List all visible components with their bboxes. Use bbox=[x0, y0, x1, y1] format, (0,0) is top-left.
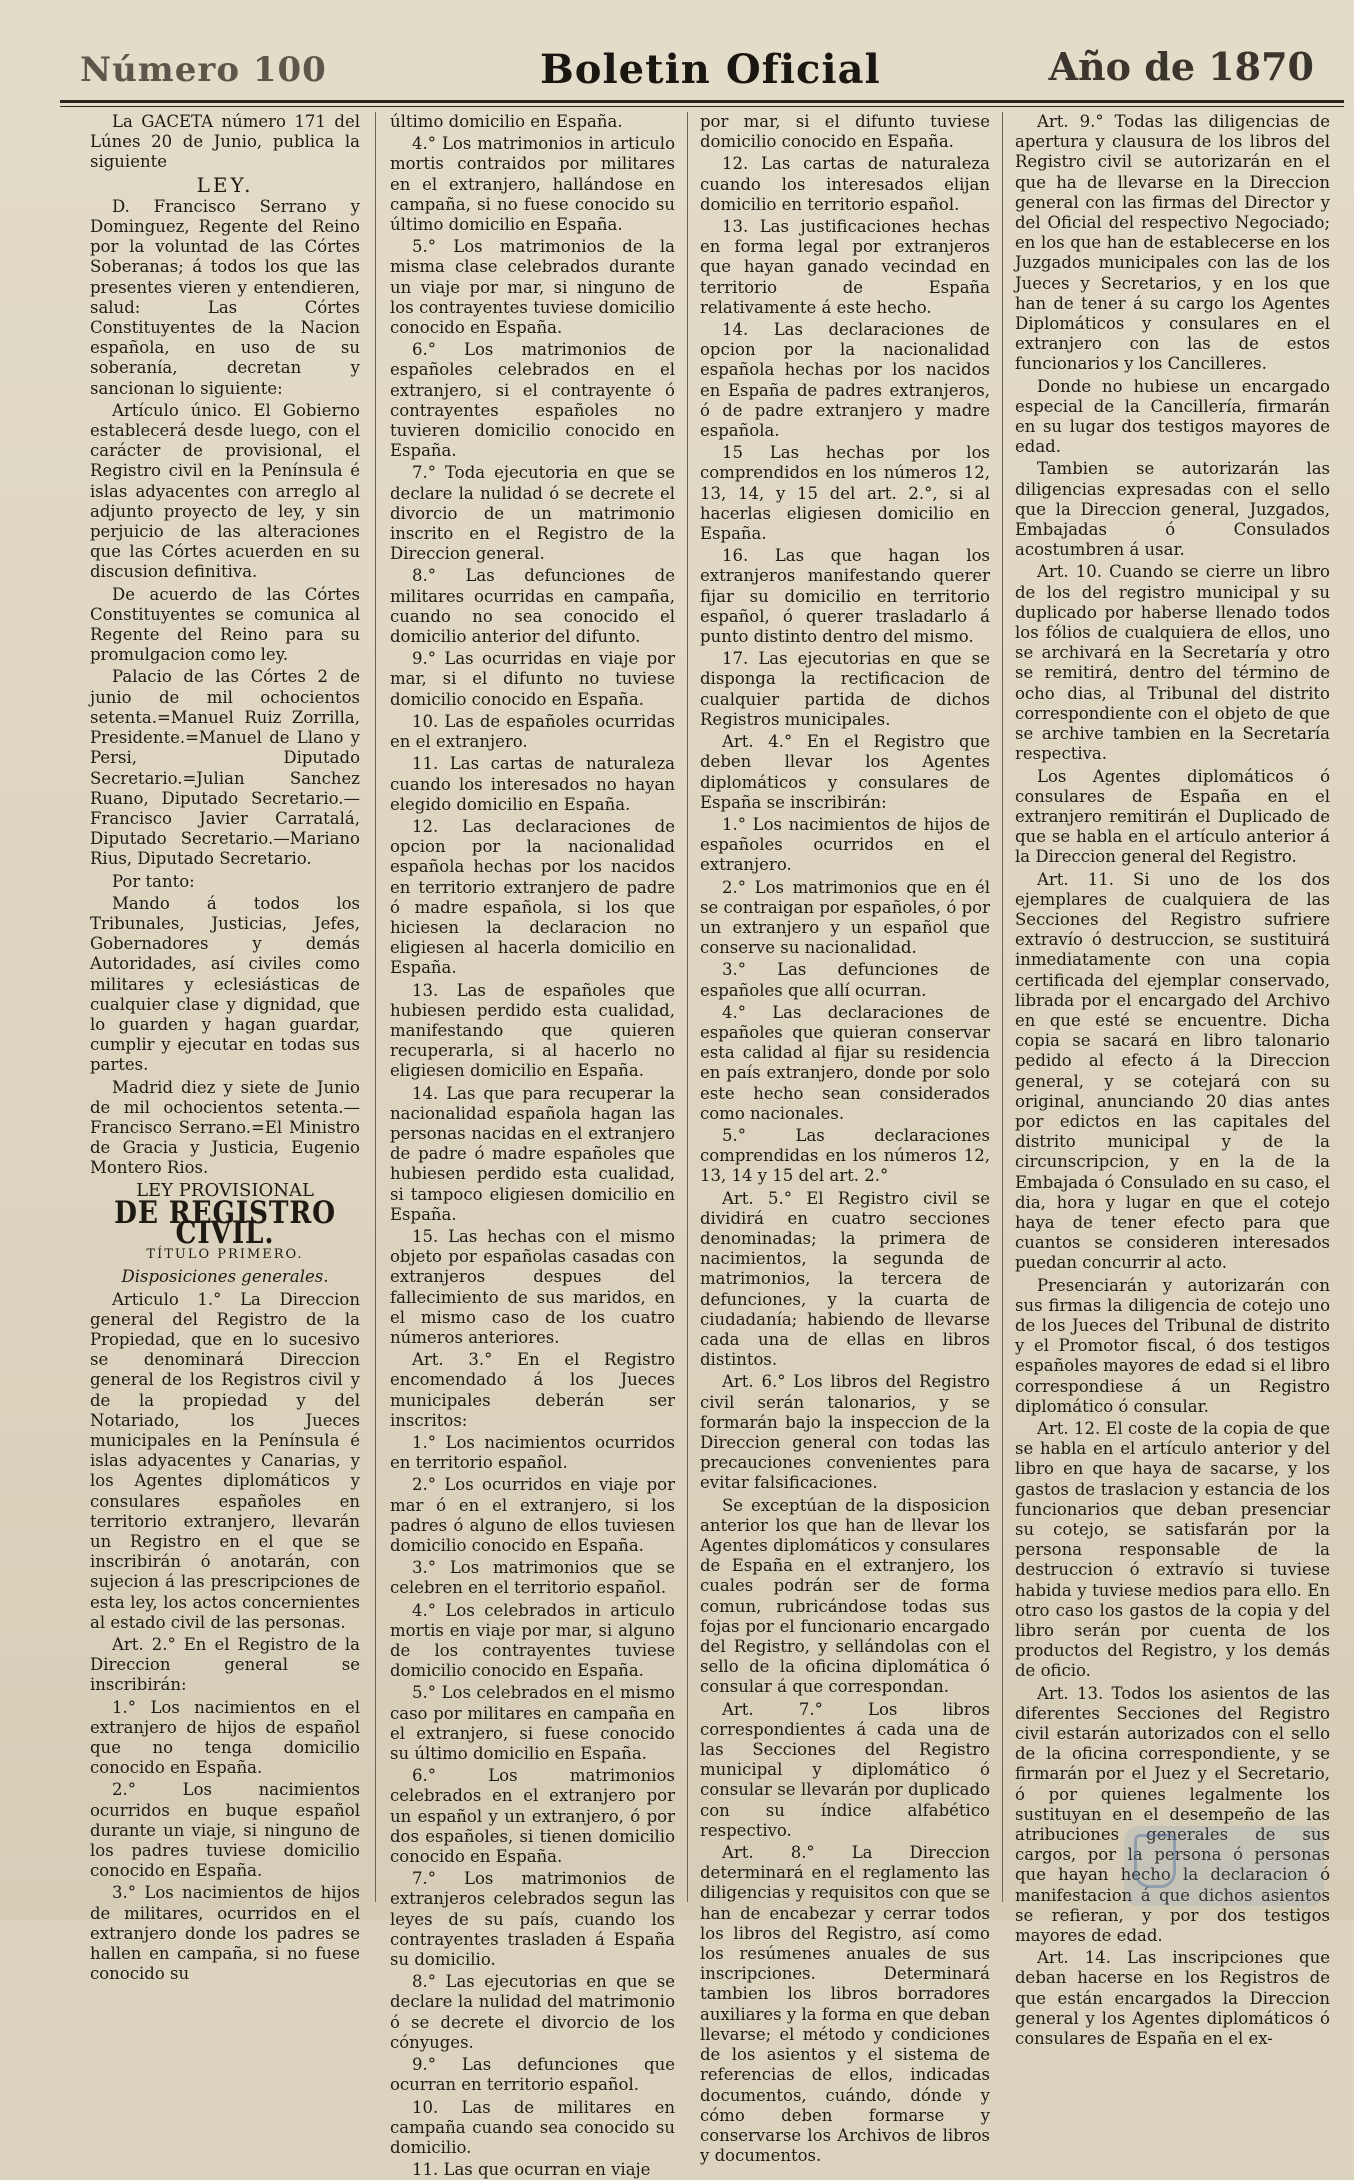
paragraph: 4.° Las declaraciones de españoles que quieran conservar esta calidad al fijar su residencia en país extranjero, donde por solo este hecho sean considerados como nacionales. bbox=[700, 1002, 990, 1123]
intro-paragraph: La GACETA número 171 del Lúnes 20 de Junio, publica la siguiente bbox=[90, 112, 360, 172]
shield-icon bbox=[1134, 1834, 1176, 1888]
column-2 bbox=[390, 112, 675, 2180]
column-1 bbox=[90, 112, 360, 1984]
paragraph: 9.° Las defunciones que ocurran en territorio español. bbox=[390, 2055, 675, 2095]
subheading: Disposiciones generales. bbox=[121, 1267, 329, 1287]
paragraph: Por tanto: bbox=[112, 871, 195, 891]
paragraph: 6.° Los matrimonios de españoles celebrados en el extranjero, si el contrayente ó contrayentes españoles no tuvieren domicilio conocido en España. bbox=[390, 340, 675, 461]
masthead bbox=[70, 30, 1334, 108]
section-heading-registro-civil: DE REGISTRO CIVIL. bbox=[114, 1194, 336, 1251]
paragraph: 9.° Las ocurridas en viaje por mar, si el difunto no tuviese domicilio conocido en España. bbox=[390, 649, 675, 709]
section-heading-provisional: LEY PROVISIONAL bbox=[136, 1179, 314, 1201]
paragraph: Los Agentes diplomáticos ó consulares de España en el extranjero remitirán el Duplicado de que se habla en el artículo anterior á la Direccion general del Registro. bbox=[1015, 766, 1330, 867]
issue-number: Número 100 bbox=[80, 50, 327, 90]
paragraph: Art. 5.° El Registro civil se dividirá en cuatro secciones denominadas; la primera de nacimientos, la segunda de matrimonios, la tercera de defunciones, y la cuarta de ciudadanía; habiendo de llevarse cada una de ellas en libros distintos. bbox=[700, 1188, 990, 1370]
paragraph: 2.° Los matrimonios que en él se contraigan por españoles, ó por un extranjero y un español que conserve su nacionalidad. bbox=[700, 877, 990, 958]
library-stamp-watermark bbox=[1124, 1826, 1324, 1906]
column-divider bbox=[1002, 112, 1003, 1902]
paragraph: 15 Las hechas por los comprendidos en los números 12, 13, 14, y 15 del art. 2.°, si al hacerlas eligiesen domicilio en España. bbox=[700, 443, 990, 544]
paragraph: Mando á todos los Tribunales, Justicias, Jefes, Gobernadores y demás Autoridades, así civiles como militares y eclesiásticas de cualquier clase y dignidad, que lo guarden y hagan guardar, cumplir y ejecutar en todas sus partes. bbox=[90, 893, 360, 1075]
paragraph: 10. Las de españoles ocurridas en el extranjero. bbox=[390, 711, 675, 752]
paragraph: Art. 14. Las inscripciones que deban hacerse en los Registros de que están encargados la Direccion general y los Agentes diplomáticos ó consulares de España en el ex- bbox=[1015, 1948, 1330, 2049]
paragraph: Art. 3.° En el Registro encomendado á los Jueces municipales deberán ser inscritos: bbox=[390, 1350, 675, 1430]
paragraph: Art. 12. El coste de la copia de que se habla en el artículo anterior y del libro en que haya de sacarse, y los gastos de traslacion y estancia de los funcionarios que deban presenciar su cotejo, se satisfarán por la persona responsable de la destruccion ó extravío si tuviese habida y tuviese medios para ello. En otro caso los gastos de la copia y del libro serán por cuenta de los productos del Registro, y los demás de oficio. bbox=[1015, 1419, 1330, 1681]
paragraph: 15. Las hechas con el mismo objeto por españolas casadas con extranjeros despues del fallecimiento de sus maridos, en el mismo caso de los cuatro números anteriores. bbox=[390, 1226, 675, 1347]
paragraph: 12. Las declaraciones de opcion por la nacionalidad española hechas por los nacidos en territorio extranjero de padre ó madre española, si los que hiciesen la declaracion no eligiesen al hacerla domicilio en España. bbox=[390, 816, 675, 978]
paragraph: 8.° Las defunciones de militares ocurridas en campaña, cuando no sea conocido el domicilio anterior del difunto. bbox=[390, 566, 675, 647]
paragraph: 7.° Toda ejecutoria en que se declare la nulidad ó se decrete el divorcio de un matrimonio inscrito en el Registro de la Direccion general. bbox=[390, 463, 675, 564]
paragraph: Madrid diez y siete de Junio de mil ochocientos setenta.—Francisco Serrano.=El Ministro de Gracia y Justicia, Eugenio Montero Rios. bbox=[90, 1077, 360, 1178]
paragraph: 10. Las de militares en campaña cuando sea conocido su domicilio. bbox=[390, 2097, 675, 2157]
paragraph: 5.° Los celebrados en el mismo caso por militares en campaña en el extranjero, si fuese conocido su último domicilio en España. bbox=[390, 1683, 675, 1764]
paragraph: por mar, si el difunto tuviese domicilio conocido en España. bbox=[700, 112, 990, 152]
masthead-rule bbox=[60, 100, 1344, 103]
column-4 bbox=[1015, 112, 1330, 2049]
paragraph: 17. Las ejecutorias en que se disponga la rectificacion de cualquier partida de dichos Registros municipales. bbox=[700, 649, 990, 729]
paragraph: 11. Las cartas de naturaleza cuando los interesados no hayan elegido domicilio en España. bbox=[390, 754, 675, 814]
paragraph: 13. Las justificaciones hechas en forma legal por extranjeros que hayan ganado vecindad en territorio de España relativamente á este hecho. bbox=[700, 217, 990, 317]
paragraph: Art. 9.° Todas las diligencias de apertura y clausura de los libros del Registro civil se autorizarán en el que ha de llevarse en la Direccion general con las firmas del Director y del Oficial del respectivo Negociado; en los que han de establecerse en los Juzgados municipales con las de los Jueces y Secretarios, y en los que han de tener á su cargo los Agentes Diplomáticos y consulares en el extranjero con las de estos funcionarios y los Cancilleres. bbox=[1015, 112, 1330, 374]
paragraph: Art. 13. Todos los asientos de las diferentes Secciones del Registro civil estarán autorizados con el sello de la oficina correspondiente, y se firmarán por el Juez y el Secretario, ó por quienes legalmente los sustituyan en el desempeño de las atribuciones generales de sus cargos, por la persona ó personas que hayan hecho la declaracion ó manifestacion á que dichos asientos se refieran, y por dos testigos mayores de edad. bbox=[1015, 1683, 1330, 1946]
column-3 bbox=[700, 112, 990, 2166]
paragraph: 11. Las que ocurran en viaje bbox=[412, 2160, 651, 2180]
paragraph: 14. Las declaraciones de opcion por la nacionalidad española hechas por los nacidos en España de padres extranjeros, ó de padre extranjero y madre española. bbox=[700, 320, 990, 441]
ley-heading: LEY. bbox=[196, 172, 254, 197]
paragraph: Tambien se autorizarán las diligencias expresadas con el sello que la Direccion general, Juzgados, Embajadas ó Consulados acostumbren á usar. bbox=[1015, 459, 1330, 560]
paragraph: 8.° Las ejecutorias en que se declare la nulidad del matrimonio ó se decrete el divorcio de los cónyuges. bbox=[390, 1972, 675, 2052]
paragraph: Art. 8.° La Direccion determinará en el reglamento las diligencias y requisitos con que se han de encabezar y cerrar todos los libros del Registro, así como los resúmenes anuales de sus inscripciones. Determinará tambien los libros borradores auxiliares y la forma en que deban llevarse; el método y condiciones de los asientos y el sistema de referencias de ellos, indicadas documentos, cuándo, dónde y cómo deben formarse y conservarse los Archivos de libros y documentos. bbox=[700, 1843, 990, 2166]
paragraph: 1.° Los nacimientos de hijos de españoles ocurridos en el extranjero. bbox=[700, 814, 990, 875]
paragraph: 2.° Los ocurridos en viaje por mar ó en el extranjero, si los padres ó alguno de ellos tuviesen domicilio conocido en España. bbox=[390, 1475, 675, 1556]
paragraph: 3.° Las defunciones de españoles que allí ocurran. bbox=[700, 960, 990, 1000]
paragraph: Art. 7.° Los libros correspondientes á cada una de las Secciones del Registro municipal y diplomático ó consular se llevarán por duplicado con su índice alfabético respectivo. bbox=[700, 1699, 990, 1840]
paragraph: 7.° Los matrimonios de extranjeros celebrados segun las leyes de su país, cuando los contrayentes trasladen á España su domicilio. bbox=[390, 1869, 675, 1970]
paragraph: 3.° Los matrimonios que se celebren en el territorio español. bbox=[390, 1558, 675, 1598]
paragraph: Donde no hubiese un encargado especial de la Cancillería, firmarán en su lugar dos testigos mayores de edad. bbox=[1015, 376, 1330, 457]
publication-title: Boletin Oficial bbox=[540, 46, 881, 93]
paragraph: Art. 11. Si uno de los dos ejemplares de cualquiera de las Secciones del Registro sufriere extravío ó destruccion, se sustituirá inmediatamente con una copia certificada del ejemplar conservado, librada por el encargado del Archivo en que esté se encuentre. Dicha copia se sacará en libro talonario pedido al efecto á la Direccion general, y se cotejará con su original, anunciando 20 dias antes por edictos en las capitales del distrito municipal y de la circunscripcion, y en la de la Embajada ó Consulado en su caso, el dia, hora y lugar en que el cotejo haya de tener efecto para que cuantos se consideren interesados puedan concurrir al acto. bbox=[1015, 869, 1330, 1273]
paragraph: 6.° Los matrimonios celebrados en el extranjero por un español y un extranjero, ó por dos españoles, si tienen domicilio conocido en España. bbox=[390, 1766, 675, 1867]
issue-year: Año de 1870 bbox=[1048, 44, 1314, 89]
paragraph: Se exceptúan de la disposicion anterior los que han de llevar los Agentes diplomáticos y consulares de España en el extranjero, los cuales podrán ser de forma comun, rubricándose todas sus fojas por el funcionario encargado del Registro, y sellándolas con el sello de la oficina diplomática ó consular á que correspondan. bbox=[700, 1495, 990, 1697]
paragraph: 13. Las de españoles que hubiesen perdido esta cualidad, manifestando que quieren recuperarla, si al hacerlo no eligiesen domicilio en España. bbox=[390, 980, 675, 1081]
paragraph: último domicilio en España. bbox=[390, 112, 623, 131]
paragraph: Art. 2.° En el Registro de la Direccion general se inscribirán: bbox=[90, 1635, 360, 1695]
column-divider bbox=[687, 112, 688, 1902]
paragraph: 3.° Los nacimientos de hijos de militares, ocurridos en el extranjero donde los padres se hallen en campaña, si no fuese conocido su bbox=[90, 1883, 360, 1984]
paragraph: Art. 4.° En el Registro que deben llevar los Agentes diplomáticos y consulares de España se inscribirán: bbox=[700, 732, 990, 812]
paragraph: Palacio de las Córtes 2 de junio de mil ochocientos setenta.=Manuel Ruiz Zorrilla, Presidente.=Manuel de Llano y Persi, Diputado Secretario.=Julian Sanchez Ruano, Diputado Secretario.—Francisco Javier Carratalá, Diputado Secretario.—Mariano Rius, Diputado Secretario. bbox=[90, 667, 360, 869]
paragraph: Art. 6.° Los libros del Registro civil serán talonarios, y se formarán bajo la inspeccion de la Direccion general con todas las precauciones convenientes para evitar falsificaciones. bbox=[700, 1372, 990, 1493]
paragraph: 16. Las que hagan los extranjeros manifestando querer fijar su domicilio en territorio español, ó querer trasladarlo á punto distinto dentro del mismo. bbox=[700, 546, 990, 647]
paragraph: Articulo 1.° La Direccion general del Registro de la Propiedad, que en lo sucesivo se denominará Direccion general de los Registros civil y de la propiedad y del Notariado, los Jueces municipales en la Península é islas adyacentes y Canarias, y los Agentes diplomáticos y consulares españoles en territorio extranjero, llevarán un Registro en el que se inscribirán ó anotarán, con sujecion á las prescripciones de esta ley, los actos concernientes al estado civil de las personas. bbox=[90, 1289, 360, 1632]
column-divider bbox=[375, 112, 376, 1902]
paragraph: 12. Las cartas de naturaleza cuando los interesados elijan domicilio en territorio español. bbox=[700, 154, 990, 214]
paragraph: 14. Las que para recuperar la nacionalidad española hagan las personas nacidas en el extranjero de padre ó madre españoles que hubiesen perdido esta cualidad, si tampoco eligiesen domicilio en España. bbox=[390, 1083, 675, 1224]
paragraph: 2.° Los nacimientos ocurridos en buque español durante un viaje, si ninguno de los padres tuviese domicilio conocido en España. bbox=[90, 1780, 360, 1881]
paragraph: 4.° Los matrimonios in articulo mortis contraidos por militares en el extranjero, hallándose en campaña, si no fuese conocido su último domicilio en España. bbox=[390, 134, 675, 235]
paragraph: 4.° Los celebrados in articulo mortis en viaje por mar, si alguno de los contrayentes tuviese domicilio conocido en España. bbox=[390, 1600, 675, 1681]
masthead-rule-thin bbox=[60, 106, 1344, 107]
paragraph: Presenciarán y autorizarán con sus firmas la diligencia de cotejo uno de los Jueces del Tribunal de distrito y el Promotor fiscal, ó dos testigos españoles mayores de edad si el libro correspondiese á un Registro diplomático ó consular. bbox=[1015, 1275, 1330, 1416]
title-heading: TÍTULO PRIMERO. bbox=[146, 1247, 304, 1263]
paragraph: Art. 10. Cuando se cierre un libro de los del registro municipal y su duplicado por haberse llenado todos los fólios de cualquiera de ellos, uno se archivará en la Secretaría y otro se remitirá, dentro del término de ocho dias, al Tribunal del distrito correspondiente con el objeto de que se archive tambien en la Secretaría respectiva. bbox=[1015, 562, 1330, 764]
paragraph: 1.° Los nacimientos ocurridos en territorio español. bbox=[390, 1433, 675, 1473]
paragraph: Artículo único. El Gobierno establecerá desde luego, con el carácter de provisional, el Registro civil en la Península é islas adyacentes con arreglo al adjunto proyecto de ley, y sin perjuicio de las alteraciones que las Córtes acuerden en su discusion definitiva. bbox=[90, 400, 360, 582]
text-columns bbox=[70, 112, 1340, 2180]
paragraph: De acuerdo de las Córtes Constituyentes se comunica al Regente del Reino para su promulgacion como ley. bbox=[90, 584, 360, 665]
paragraph: 1.° Los nacimientos en el extranjero de hijos de español que no tenga domicilio conocido en España. bbox=[90, 1697, 360, 1778]
paragraph: D. Francisco Serrano y Dominguez, Regente del Reino por la voluntad de las Córtes Soberanas; á todos los que las presentes vieren y entendieren, salud: Las Córtes Constituyentes de la Nacion española, en uso de su soberanía, decretan y sancionan lo siguiente: bbox=[90, 196, 360, 398]
paragraph: 5.° Las declaraciones comprendidas en los números 12, 13, 14 y 15 del art. 2.° bbox=[700, 1125, 990, 1186]
paragraph: 5.° Los matrimonios de la misma clase celebrados durante un viaje por mar, si ninguno de los contrayentes tuviese domicilio conocido en España. bbox=[390, 237, 675, 338]
